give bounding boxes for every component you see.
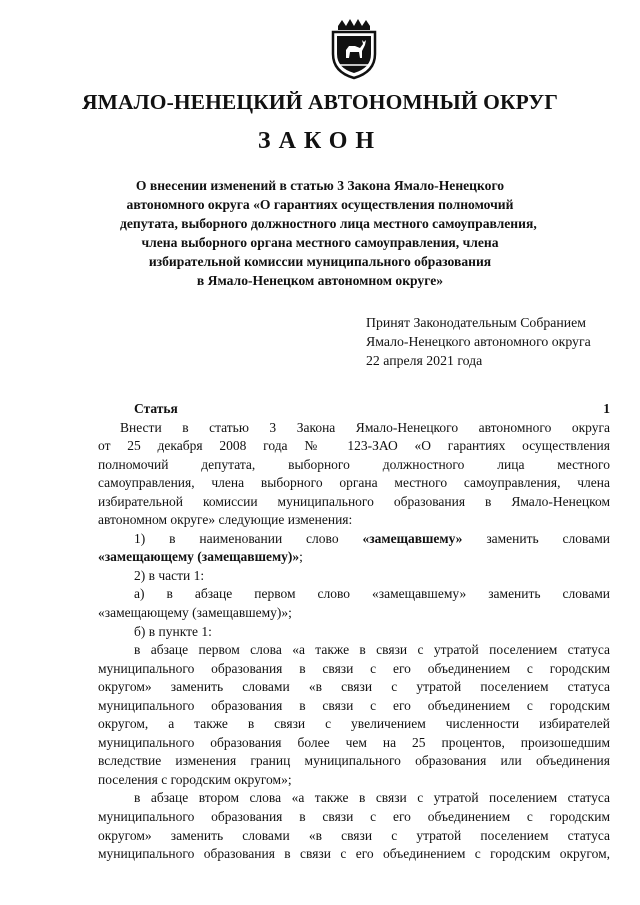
adoption-line: Принят Законодательным Собранием [366,315,586,330]
item-1-new-words: «замещающему (замещавшему)» [98,549,300,565]
item-2a-line: «замещающему (замещавшему)»; [98,605,292,621]
item-2b-label: б) в пункте 1: [134,623,212,639]
item-2b1-line: поселения с городским округом»; [98,771,292,787]
item-1-line [98,530,610,549]
item-2b2-line: в абзаце втором слова «а также в связи с утратой поселением статуса [134,790,610,806]
adoption-date: 22 апреля 2021 года [366,353,483,368]
coat-of-arms-emblem [328,18,380,80]
paragraph-line: Внести в статью 3 Закона Ямало-Ненецкого автономного округа [120,419,610,435]
subtitle-line: О внесении изменений в статью 3 Закона Ямало-Ненецкого [135,178,505,193]
document-type-title: ЗАКОН [257,128,383,154]
item-1-middle: заменить словами [462,530,610,546]
paragraph-line: самоуправления, члена выборного органа местного самоуправления, члена [98,475,610,491]
item-2b1-line: в абзаце первом слова «а также в связи с утратой поселением статуса [134,642,610,658]
paragraph-line: автономном округе» следующие изменения: [98,512,353,528]
article-body [98,400,610,864]
item-1-end: ; [299,549,303,565]
item-2b2-line: муниципального образования в связи с его объединением с городским округом, [98,846,610,862]
item-1-prefix: 1) в наименовании слово [134,530,363,546]
article-heading: Статья 1 [134,401,610,416]
item-2b1-line: округом, а также в связи с увеличением численности избирателей [98,716,610,732]
item-2b1-line: муниципального образования в связи с его объединением с городским [98,660,610,676]
paragraph-line: от 25 декабря 2008 года № 123-ЗАО «О гарантиях осуществления [98,438,610,454]
adoption-note [366,313,591,370]
law-subtitle [120,176,537,290]
subtitle-line: избирательной комиссии муниципального образования [148,254,492,269]
item-2b1-line: муниципального образования более чем на 25 процентов, произошедшим [98,734,610,750]
item-2b2-line: округом» заменить словами «в связи с утратой поселением статуса [98,827,610,843]
subtitle-line: в Ямало-Ненецком автономном округе» [196,273,444,288]
item-2-label: 2) в части 1: [134,567,205,583]
region-name: ЯМАЛО-НЕНЕЦКИЙ АВТОНОМНЫЙ ОКРУГ [81,90,559,114]
item-2b1-line: муниципального образования в связи с его объединением с городским [98,697,610,713]
subtitle-line: депутата, выборного должностного лица местного самоуправления, [120,216,537,231]
item-2b1-line: округом» заменить словами «в связи с утратой поселением статуса [98,679,610,695]
item-1-line [98,548,610,567]
paragraph-line: избирательной комиссии муниципального образования в Ямало-Ненецком [98,493,610,509]
item-2b2-line: муниципального образования в связи с его объединением с городским [98,809,610,825]
item-2b1-line: вследствие изменения границ муниципального образования или объединения [98,753,610,769]
adoption-line: Ямало-Ненецкого автономного округа [366,334,591,349]
paragraph-line: полномочий депутата, выборного должностного лица местного [98,456,610,472]
item-2a-line: а) в абзаце первом слово «замещавшему» заменить словами [134,586,610,602]
item-1-old-word: «замещавшему» [362,530,463,546]
subtitle-line: автономного округа «О гарантиях осуществления полномочий [126,197,514,212]
subtitle-line: члена выборного органа местного самоуправления, члена [141,235,499,250]
